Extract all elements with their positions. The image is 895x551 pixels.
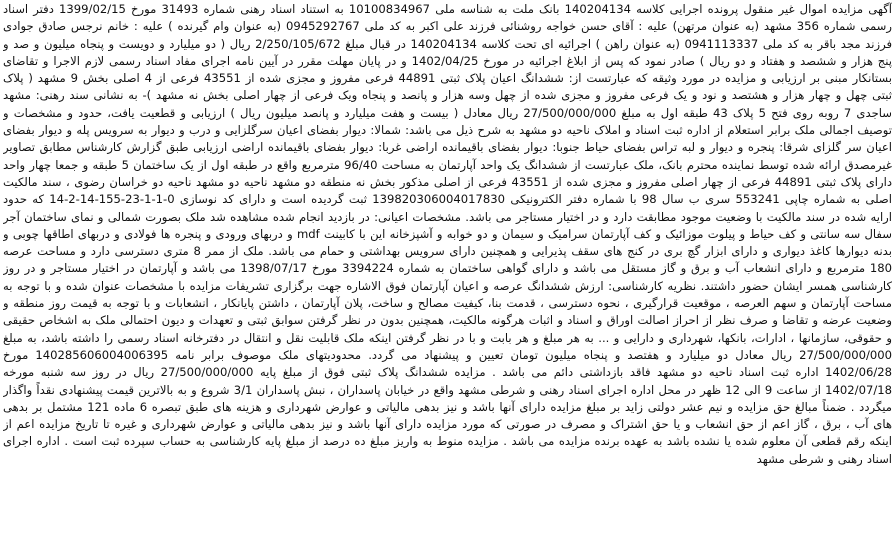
auction-notice-document (3, 1, 892, 549)
auction-notice-text: آگهی مزایده اموال غیر منقول پرونده اجرایی کلاسه 140204134 بانک ملت به شناسه ملی 10100834967 به استناد اسناد رهنی شماره 31493 مورخ 1399/02/15 دفتر اسناد رسمی شماره 356 مشهد (به عنوان مرتهن) علیه : آقای حسن خواجه روشنائی فرزند علی اکبر به کد ملی 0945292767 (به عنوان وام گیرنده ) علیه : خانم نرجس صادق جوادی فرزند مجد باقر به کد ملی 0941113337 (به عنوان راهن ) اجرائیه ای تحت کلاسه 140204134 در قبال مبلغ 2/250/105/672 ریال ( دو میلیارد و دویست و پنجاه میلیون و صد و پنج هزار و ششصد و هفتاد و دو ریال ) صادر نمود که پس از ابلاغ اجرائیه در مورخ 1402/04/25 و در پایان مهلت مقرر در آیین نامه اجرای مفاد اسناد رسمی لازم الاجرا و تقاضای بستانکار مبنی بر ارزیابی و مزایده در مورد وثیقه که عبارتست از: ششدانگ اعیان پلاک ثبتی 44891 فرعی مفروز و مجزی شده از 43551 فرعی از 4 اصلی بخش 9 مشهد ( پلاک ثبتی چهل و چهار هزار و هشتصد و نود و یک فرعی مفروز و مجزی شده از چهل وسه هزار و پانصد و پنجاه ویک فرعی از چهار اصلی بخش نه مشهد )- به نشانی سند رهنی: مشهد ساجدی 7 روبه روی فتح 5 پلاک 43 طبقه اول به مبلغ 27/500/000/000 ریال معادل ( بیست و هفت میلیارد و پانصد میلیون ریال ) ارزیابی و قطعیت یافت، حدود و مشخصات و توصیف اجمالی ملک برابر استعلام از اداره ثبت اسناد و املاک ناحیه دو مشهد به شرح ذیل می باشد: شمالا: دیوار بفضای اعیان سرگلزایی و درب و دیوار به سرویس پله و دیوار بفضای اعیان سر گلزای شرقا: پنجره و دیوار و لبه تراس بفضای حیاط جنوبا: دیوار بفضای باقیمانده اراضی غربا: دیوار بفضای باقیمانده اراضی ارزیابی طبق گزارش کارشناس مطابق تصاویر غیرمصدق ارائه شده توسط نماینده محترم بانک، ملک عبارتست از ششدانگ یک واحد آپارتمان به مساحت 96/40 مترمربع واقع در طبقه اول از یک ساختمان 5 طبقه و جمعا چهار واحد دارای پلاک ثبتی 44891 فرعی از چهار اصلی مفروز و مجزی شده از 43551 فرعی از اصلی مذکور بخش نه منطقه دو مشهد ناحیه دو مشهد ناحیه دو خراسان رضوی ، سند مالکیت اصلی به شماره چاپی 553241 سری ب سال 98 با شماره دفتر الکترونیکی 139820306004017830 ثبت گردیده است و دارای کد نوسازی 0-1-1-23-155-14-2-14 که حدود ارایه شده در سند مالکیت با وضعیت موجود مطابقت دارد و در اختیار مستاجر می باشد. مشخصات اعیانی: در بازدید انجام شده مشاهده شد ملک بصورت شمالی و نمای ساختمان آجر سفال سه سانتی و کف حیاط و پیلوت موزائیک و کف آپارتمان سرامیک و سیمان و دو خوابه و آشپزخانه این با کابینت mdf و دربهای ورودی و پنجره ها فولادی و دربهای اطاقها چوبی و بدنه دیوارها کاغذ دیواری و دارای ابزار گچ بری در کنج های سقف پذیرایی و همچنین دارای سرویس بهداشتی و حمام می باشد. ملک از ممر 8 متری دسترسی دارد و مساحت عرصه 180 مترمربع و دارای انشعاب آب و برق و گاز مستقل می باشد و دارای گواهی ساختمان به شماره 3394224 مورخ 1398/07/17 می باشد و آپارتمان در اختیار مستاجر و در روز کارشناسی همسر ایشان حضور داشتند. نظریه کارشناسی: ارزش ششدانگ عرصه و اعیان آپارتمان فوق الاشاره جهت برگزاری تشریفات مزایده با مشخصات عنوان شده و با توجه به مساحت آپارتمان و سهم العرصه ، موقعیت قرارگیری ، نحوه دسترسی ، قدمت بنا، کیفیت مصالح و ساخت، پلان آپارتمان ، داشتن پایانکار ، انشعابات و با توجه به قیمت روز منطقه و وضعیت عرضه و تقاضا و صرف نظر از احراز اصالت اوراق و اسناد و اثبات هرگونه مالکیت، همچنین بدون در نظر گرفتن سوابق ثبتی و تعهدات و دیون احتمالی ملک به اشخاص حقیقی و حقوقی، سازمانها ، ادارات، بانکها، شهرداری و دارایی و ... به هر مبلغ و هر بابت و با در نظر گرفتن اینکه ملک قابلیت نقل و انتقال در دفترخانه اسناد رسمی را داشته باشد، به مبلغ 27/500/000/000 ریال معادل دو میلیارد و هفتصد و پنجاه میلیون تومان تعیین و پیشنهاد می گردد. محدودیتهای ملک موصوف برابر نامه 140285606004006395 مورخ 1402/06/28 اداره ثبت اسناد ناحیه دو مشهد فاقد بازداشتی دائم می باشد . مزایده ششدانگ پلاک ثبتی فوق از مبلغ پایه 27/500/000/000 ریال در روز سه شنبه مورخه 1402/07/18 از ساعت 9 الی 12 ظهر در محل اداره اجرای اسناد رهنی و شرطی مشهد واقع در خیابان پاسداران ، نبش پاسداران 3/1 شروع و به بالاترین قیمت پیشنهادی نقداً واگذار میگردد . ضمناً مبالغ حق مزایده و نیم عشر دولتی زاید بر مبلغ مزایده دارای آنها باشد و نیز بدهی مالیاتی و عوارض شهرداری و هزینه های طبق تبصره 6 ماده 121 مشتمل بر بدهی های آب ، برق ، گاز اعم از حق انشعاب و یا حق اشتراک و مصرف در صورتی که مورد مزایده دارای آنها باشد و نیز بدهی مالیاتی و عوارض شهرداری و غیره تا تاریخ مزایده اعم از اینکه رقم قطعی آن معلوم شده یا نشده باشد به عهده برنده مزایده می باشد . مزایده منوط به واریز مبلغ ده درصد از مبلغ پایه کارشناسی به حساب سپرده ثبت است . اداره اجرای اسناد رهنی و شرطی مشهد (3, 2, 892, 466)
